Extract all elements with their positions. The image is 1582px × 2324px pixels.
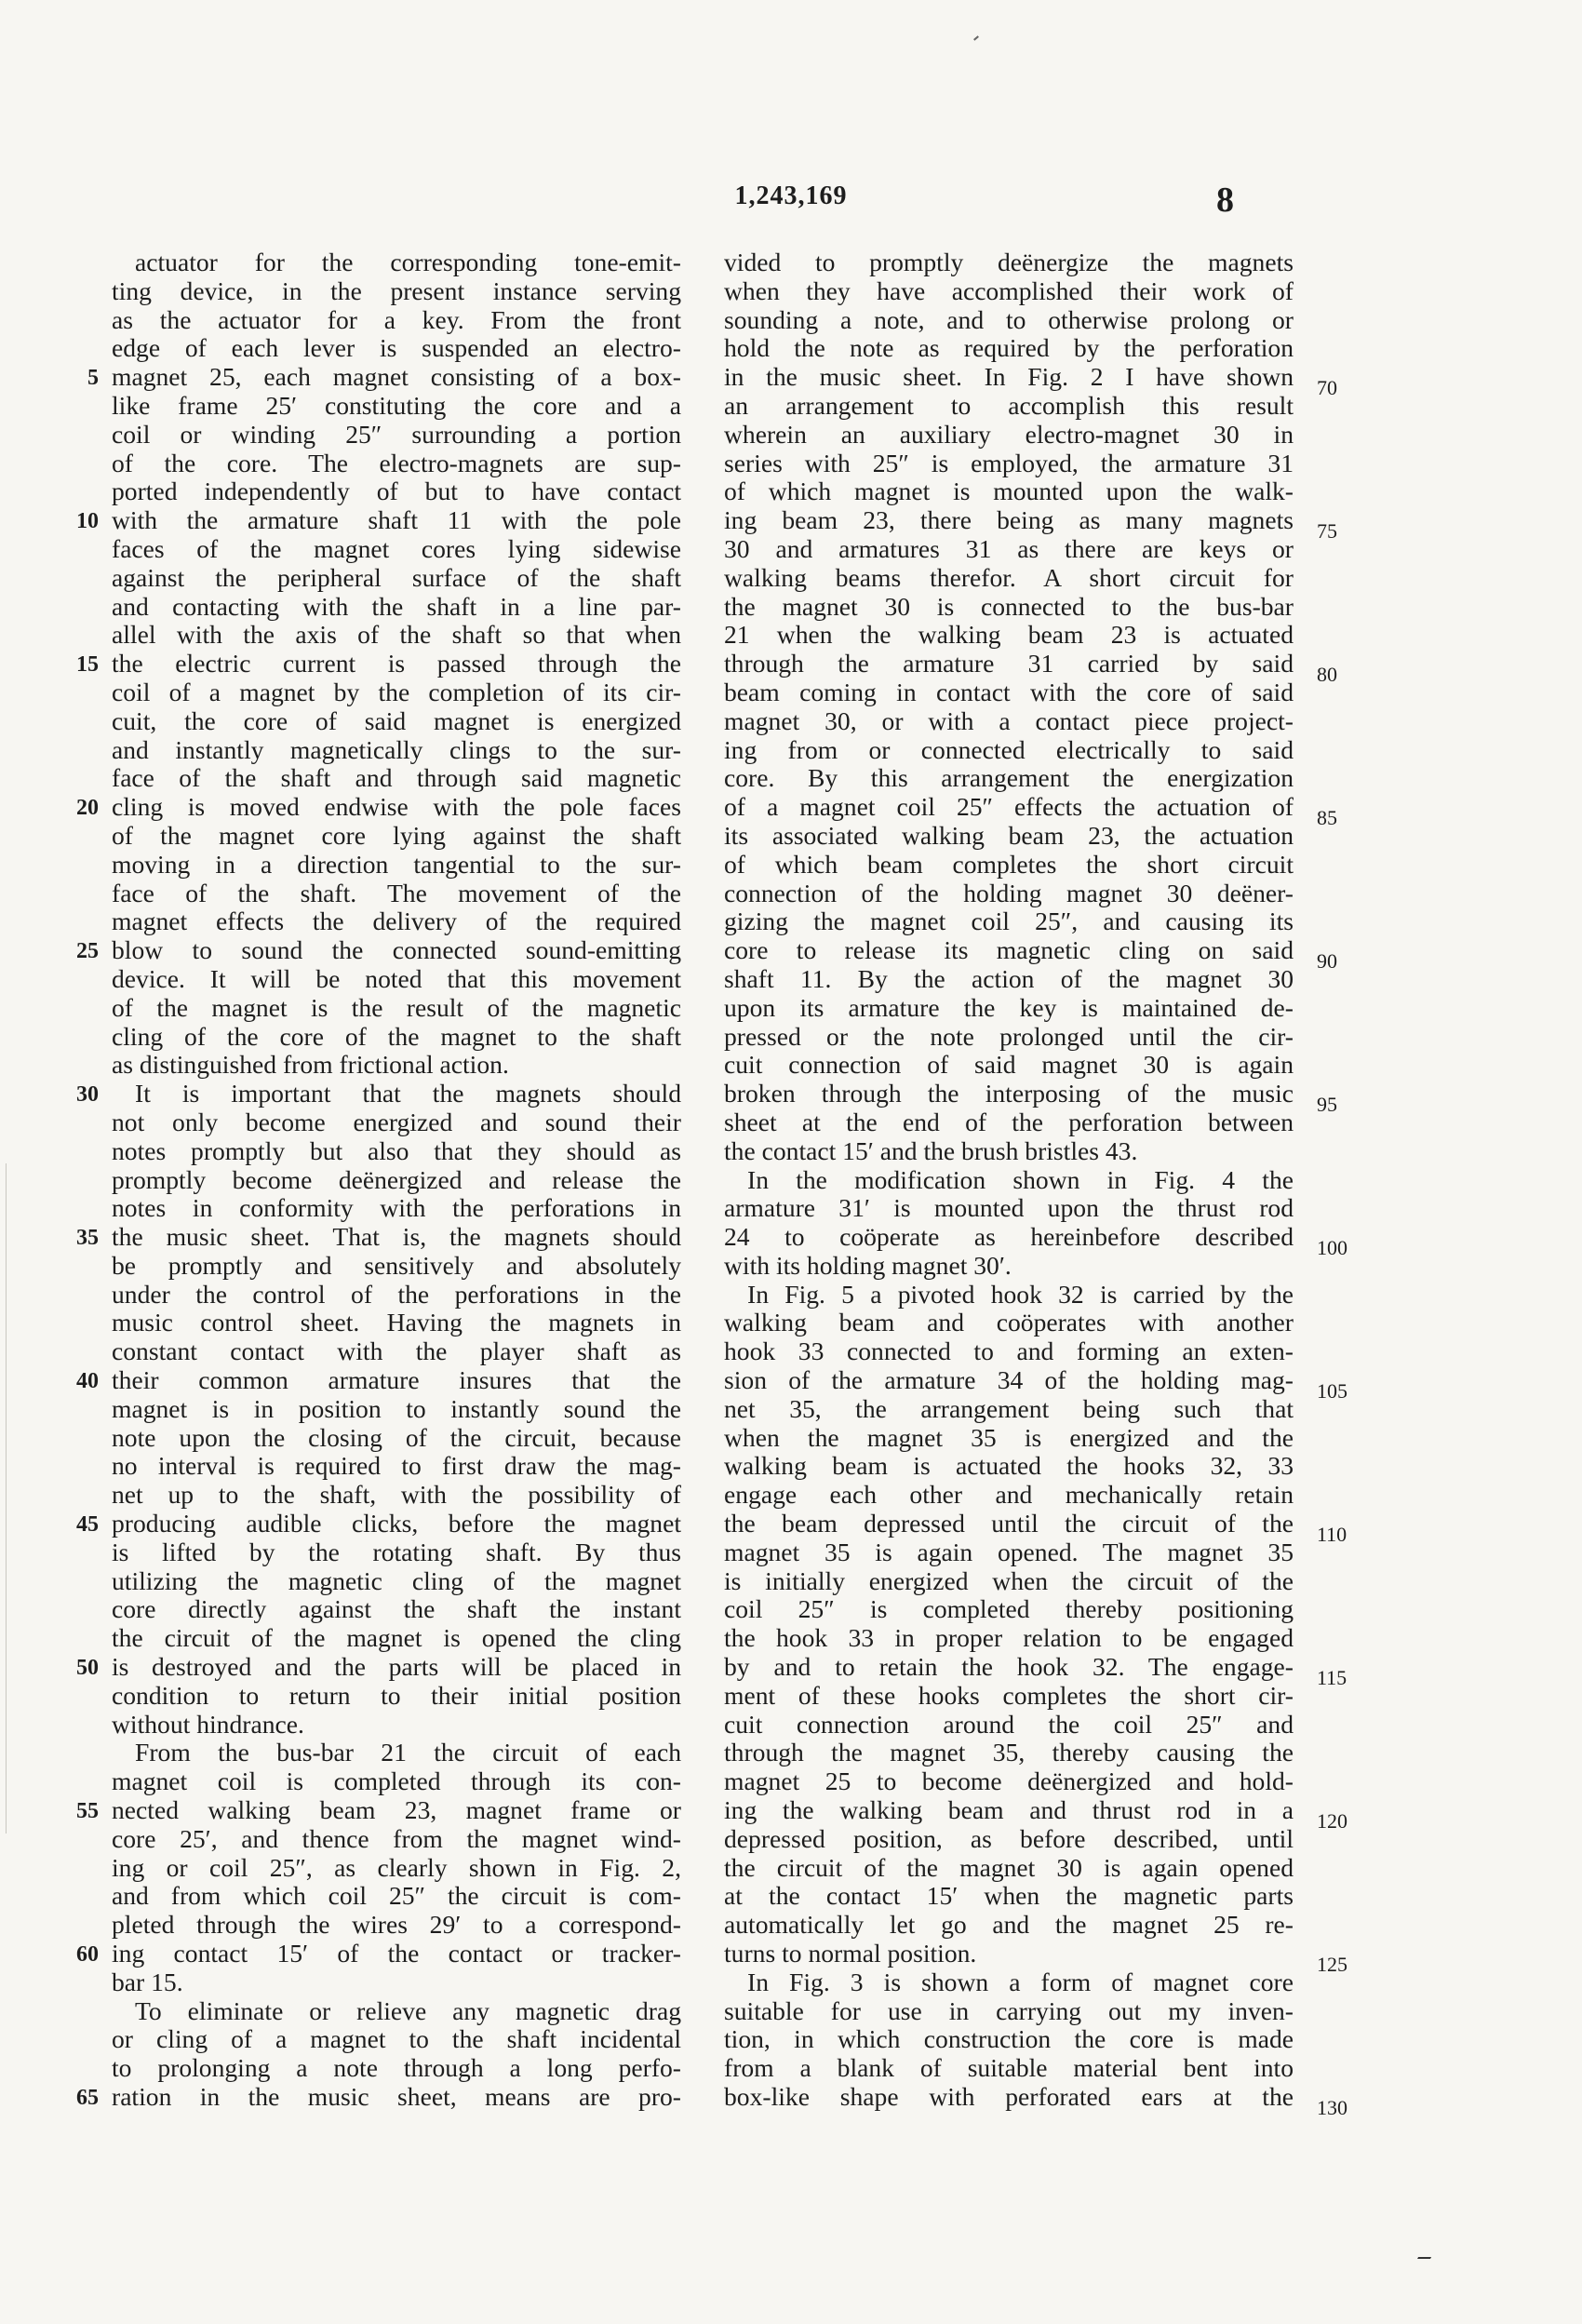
line-number: 65 bbox=[76, 2086, 99, 2110]
text-line-content: core. By this arrangement the energization bbox=[724, 763, 1294, 793]
text-line bbox=[112, 994, 681, 1023]
text-line bbox=[724, 1395, 1294, 1424]
text-line-content: magnet 25 to become deënergized and hold- bbox=[724, 1767, 1294, 1796]
text-line bbox=[724, 1652, 1347, 1690]
text-line-content: engage each other and mechanically retain bbox=[724, 1480, 1294, 1510]
text-line-content: and from which coil 25″ the circuit is com- bbox=[112, 1881, 681, 1911]
line-number: 85 bbox=[1317, 806, 1337, 830]
text-line-content: from a blank of suitable material bent into bbox=[724, 2053, 1294, 2083]
text-line-content: hook 33 connected to and forming an exten- bbox=[724, 1337, 1294, 1366]
text-line-content: coil of a magnet by the completion of its cir- bbox=[112, 677, 681, 706]
text-line-content: ing beam 23, there being as many magnets bbox=[724, 505, 1294, 535]
text-line-content: turns to normal position. bbox=[724, 1939, 977, 1968]
line-number: 120 bbox=[1317, 1809, 1347, 1834]
text-line bbox=[724, 764, 1294, 793]
text-line bbox=[112, 1567, 681, 1596]
text-line-content: the hook 33 in proper relation to be engaged bbox=[724, 1623, 1294, 1653]
text-line-content: with its holding magnet 30′. bbox=[724, 1250, 1012, 1280]
text-line bbox=[112, 1166, 681, 1195]
line-number: 90 bbox=[1317, 949, 1337, 974]
text-line bbox=[112, 764, 681, 793]
text-line-content: to prolonging a note through a long perfo- bbox=[112, 2053, 681, 2083]
text-line-content: through the magnet 35, thereby causing the bbox=[724, 1738, 1294, 1767]
text-line-content: and instantly magnetically clings to the sur- bbox=[112, 734, 681, 764]
text-line bbox=[112, 707, 681, 736]
text-line-content: music control sheet. Having the magnets in bbox=[112, 1308, 681, 1337]
text-line bbox=[724, 880, 1294, 908]
text-line-content: cling of the core of the magnet to the shaft bbox=[112, 1021, 681, 1051]
text-line bbox=[112, 334, 681, 363]
text-line-content: magnet coil is completed through its con- bbox=[112, 1767, 681, 1796]
text-line-content: ing the walking beam and thrust rod in a bbox=[724, 1795, 1294, 1825]
text-line bbox=[112, 907, 681, 936]
text-line-content: of the magnet is the result of the magnetic bbox=[112, 992, 681, 1022]
text-line bbox=[112, 593, 681, 622]
text-line-content: of which beam completes the short circuit bbox=[724, 849, 1294, 879]
text-line-content: magnet 25, each magnet consisting of a box- bbox=[112, 362, 681, 392]
text-line-content: automatically let go and the magnet 25 re- bbox=[724, 1910, 1294, 1940]
text-line-content: cuit connection around the coil 25″ and bbox=[724, 1709, 1294, 1739]
text-line-content: its associated walking beam 23, the actuation bbox=[724, 820, 1294, 850]
text-line-content: magnet effects the delivery of the required bbox=[112, 907, 681, 936]
text-line bbox=[112, 1108, 681, 1137]
text-line-content: and contacting with the shaft in a line par- bbox=[112, 591, 681, 621]
text-line-content: core to release its magnetic cling on said bbox=[724, 935, 1294, 965]
text-line-content: the magnet 30 is connected to the bus-bar bbox=[724, 591, 1294, 621]
text-line-content: In Fig. 5 a pivoted hook 32 is carried by the bbox=[747, 1279, 1294, 1309]
text-line bbox=[724, 1252, 1294, 1281]
text-line-content: edge of each lever is suspended an electro- bbox=[112, 333, 681, 363]
line-number: 10 bbox=[76, 509, 99, 534]
text-line bbox=[112, 1395, 681, 1424]
text-line-content: ration in the music sheet, means are pro- bbox=[112, 2082, 681, 2111]
text-line bbox=[112, 450, 681, 478]
text-line-content: bar 15. bbox=[112, 1967, 183, 1996]
text-line bbox=[724, 1825, 1294, 1854]
text-line bbox=[724, 1481, 1294, 1510]
text-line bbox=[724, 535, 1294, 564]
text-line bbox=[724, 249, 1294, 277]
text-line-content: walking beam is actuated the hooks 32, 33 bbox=[724, 1451, 1294, 1481]
text-line bbox=[724, 1194, 1294, 1223]
line-number: 115 bbox=[1317, 1666, 1347, 1690]
text-line bbox=[724, 277, 1294, 306]
text-line bbox=[76, 2082, 681, 2112]
text-line-content: ing or coil 25″, as clearly shown in Fig. 2, bbox=[112, 1852, 681, 1882]
text-line bbox=[724, 1365, 1347, 1404]
text-line bbox=[724, 1051, 1294, 1080]
text-line-content: like frame 25′ constituting the core and a bbox=[112, 390, 681, 420]
text-line-content: faces of the magnet cores lying sidewise bbox=[112, 533, 681, 563]
text-line-content: cuit connection of said magnet 30 is again bbox=[724, 1050, 1294, 1080]
text-line bbox=[76, 935, 681, 965]
text-line-content: the contact 15′ and the brush bristles 43. bbox=[724, 1135, 1138, 1165]
text-line bbox=[112, 1337, 681, 1366]
text-line-content: the circuit of the magnet is opened the cling bbox=[112, 1623, 681, 1653]
text-line-content: tion, in which construction the core is made bbox=[724, 2024, 1294, 2054]
text-line-content: utilizing the magnetic cling of the magnet bbox=[112, 1565, 681, 1595]
text-line bbox=[724, 1624, 1294, 1653]
text-line-content: net up to the shaft, with the possibility of bbox=[112, 1480, 681, 1510]
text-line bbox=[112, 736, 681, 765]
text-line bbox=[76, 1222, 681, 1252]
text-line-content: ment of these hooks completes the short cir- bbox=[724, 1680, 1294, 1710]
text-line-content: box-like shape with perforated ears at the bbox=[724, 2082, 1294, 2111]
text-line-content: of the core. The electro-magnets are sup- bbox=[112, 448, 681, 477]
text-line bbox=[76, 649, 681, 678]
text-line bbox=[76, 792, 681, 822]
text-line-content: sheet at the end of the perforation between bbox=[724, 1107, 1294, 1136]
text-line-content: gizing the magnet coil 25″, and causing its bbox=[724, 907, 1294, 936]
text-line-content: armature 31′ is mounted upon the thrust rod bbox=[724, 1193, 1294, 1223]
text-line bbox=[112, 1911, 681, 1940]
text-line-content: as distinguished from frictional action. bbox=[112, 1050, 509, 1080]
text-line bbox=[724, 1337, 1294, 1366]
text-line bbox=[112, 392, 681, 421]
text-line bbox=[112, 1252, 681, 1281]
text-line bbox=[112, 1194, 681, 1223]
margin-scan-line bbox=[6, 1163, 7, 1834]
text-line-content: pleted through the wires 29′ to a correspond- bbox=[112, 1910, 681, 1940]
text-line-content: It is important that the magnets should bbox=[135, 1079, 681, 1108]
text-line bbox=[724, 1222, 1347, 1260]
line-number: 35 bbox=[76, 1226, 99, 1251]
text-line-content: allel with the axis of the shaft so that when bbox=[112, 620, 681, 650]
line-number: 95 bbox=[1317, 1093, 1337, 1117]
line-number: 130 bbox=[1317, 2096, 1347, 2119]
text-line-content: against the peripheral surface of the shaft bbox=[112, 562, 681, 592]
text-line-content: ting device, in the present instance serving bbox=[112, 275, 681, 305]
text-line-content: suitable for use in carrying out my inven- bbox=[724, 1995, 1294, 2025]
text-line-content: is destroyed and the parts will be placed in bbox=[112, 1652, 681, 1682]
text-line bbox=[112, 564, 681, 593]
text-line bbox=[724, 1997, 1294, 2026]
text-line bbox=[112, 277, 681, 306]
text-line-content: shaft 11. By the action of the magnet 30 bbox=[724, 963, 1294, 993]
text-line-content: magnet 30, or with a contact piece project- bbox=[724, 705, 1294, 735]
text-line bbox=[724, 907, 1294, 936]
text-line-content: depressed position, as before described, until bbox=[724, 1823, 1294, 1853]
text-line bbox=[724, 994, 1294, 1023]
text-line bbox=[112, 535, 681, 564]
text-line bbox=[724, 1711, 1294, 1740]
text-line bbox=[724, 1795, 1347, 1834]
text-line bbox=[724, 1166, 1294, 1195]
text-line-content: core directly against the shaft the instant bbox=[112, 1594, 681, 1624]
line-number: 45 bbox=[76, 1512, 99, 1538]
corner-scan-mark bbox=[1417, 2252, 1434, 2259]
text-line-content: be promptly and sensitively and absolutely bbox=[112, 1250, 681, 1280]
text-line bbox=[112, 1854, 681, 1883]
text-line bbox=[724, 2025, 1294, 2054]
text-line-content: In the modification shown in Fig. 4 the bbox=[747, 1164, 1294, 1194]
text-line-content: walking beam and coöperates with another bbox=[724, 1308, 1294, 1337]
line-number: 80 bbox=[1317, 663, 1337, 687]
text-line bbox=[112, 1997, 681, 2026]
text-line bbox=[724, 1682, 1294, 1711]
text-line-content: promptly become deënergized and release the bbox=[112, 1164, 681, 1194]
text-line bbox=[112, 1424, 681, 1453]
text-line bbox=[724, 306, 1294, 335]
line-number: 100 bbox=[1317, 1236, 1347, 1260]
text-line-content: when the magnet 35 is energized and the bbox=[724, 1422, 1294, 1452]
text-line bbox=[724, 707, 1294, 736]
text-line bbox=[76, 1939, 681, 1968]
text-line-content: blow to sound the connected sound-emitting bbox=[112, 935, 681, 965]
text-line bbox=[724, 1595, 1294, 1624]
text-line-content: is initially energized when the circuit of the bbox=[724, 1565, 1294, 1595]
text-line-content: beam coming in contact with the core of said bbox=[724, 677, 1294, 706]
text-line bbox=[112, 1481, 681, 1510]
text-line bbox=[112, 621, 681, 650]
text-line bbox=[724, 1968, 1294, 1997]
text-line-content: actuator for the corresponding tone-emit- bbox=[135, 248, 681, 276]
text-line bbox=[724, 505, 1337, 544]
text-line bbox=[724, 1767, 1294, 1796]
text-line bbox=[76, 1365, 681, 1395]
text-line-content: face of the shaft and through said magnetic bbox=[112, 763, 681, 793]
text-line-content: notes in conformity with the perforations in bbox=[112, 1193, 681, 1223]
line-number: 105 bbox=[1317, 1379, 1347, 1404]
text-line bbox=[76, 1509, 681, 1538]
text-line-content: not only become energized and sound their bbox=[112, 1107, 681, 1136]
text-line-content: series with 25″ is employed, the armature 31 bbox=[724, 448, 1294, 477]
text-line-content: 24 to coöperate as hereinbefore described bbox=[724, 1222, 1294, 1252]
text-line bbox=[724, 334, 1294, 363]
text-line-content: by and to retain the hook 32. The engage- bbox=[724, 1652, 1294, 1682]
text-line bbox=[724, 678, 1294, 707]
text-line bbox=[724, 792, 1337, 830]
right-text-column bbox=[724, 248, 1347, 2119]
text-line bbox=[112, 1051, 681, 1080]
text-line bbox=[112, 851, 681, 880]
line-number: 15 bbox=[76, 652, 99, 678]
text-line bbox=[724, 2054, 1294, 2083]
text-line bbox=[724, 1538, 1294, 1567]
text-line-content: producing audible clicks, before the magnet bbox=[112, 1509, 681, 1538]
patent-number: 1,243,169 bbox=[734, 181, 848, 210]
text-line-content: an arrangement to accomplish this result bbox=[724, 390, 1294, 420]
line-number: 20 bbox=[76, 796, 99, 821]
line-number: 60 bbox=[76, 1942, 99, 1968]
text-line bbox=[724, 851, 1294, 880]
text-line bbox=[112, 249, 681, 277]
text-line-content: coil 25″ is completed thereby positioning bbox=[724, 1594, 1294, 1624]
text-line bbox=[112, 1538, 681, 1567]
text-line bbox=[112, 1682, 681, 1711]
text-line-content: is lifted by the rotating shaft. By thus bbox=[112, 1537, 681, 1566]
text-line bbox=[724, 1424, 1294, 1453]
text-line bbox=[112, 1882, 681, 1911]
text-line-content: upon its armature the key is maintained de- bbox=[724, 992, 1294, 1022]
scan-mark bbox=[973, 35, 979, 40]
text-line-content: face of the shaft. The movement of the bbox=[112, 878, 681, 907]
text-line bbox=[112, 2025, 681, 2054]
text-line-content: of the magnet core lying against the shaft bbox=[112, 820, 681, 850]
text-line bbox=[724, 421, 1294, 450]
text-line bbox=[724, 392, 1294, 421]
text-line bbox=[76, 1079, 681, 1108]
text-line-content: moving in a direction tangential to the sur- bbox=[112, 849, 681, 879]
text-line bbox=[112, 1023, 681, 1052]
text-line bbox=[724, 477, 1294, 506]
text-line-content: as the actuator for a key. From the front bbox=[112, 304, 681, 334]
text-line-content: condition to return to their initial position bbox=[112, 1680, 681, 1710]
text-line-content: constant contact with the player shaft as bbox=[112, 1337, 681, 1366]
text-line bbox=[724, 1854, 1294, 1883]
text-line-content: connection of the holding magnet 30 deëner- bbox=[724, 878, 1294, 907]
text-line bbox=[112, 1309, 681, 1337]
line-number: 70 bbox=[1317, 376, 1337, 400]
text-line-content: their common armature insures that the bbox=[112, 1365, 681, 1395]
text-line bbox=[112, 1624, 681, 1653]
text-line bbox=[112, 678, 681, 707]
text-line bbox=[112, 477, 681, 506]
text-line-content: without hindrance. bbox=[112, 1709, 304, 1739]
text-line-content: the circuit of the magnet 30 is again opened bbox=[724, 1852, 1294, 1882]
text-line bbox=[724, 1281, 1294, 1310]
text-line-content: hold the note as required by the perforation bbox=[724, 333, 1294, 363]
text-line-content: with the armature shaft 11 with the pole bbox=[112, 505, 681, 535]
text-line-content: at the contact 15′ when the magnetic parts bbox=[724, 1881, 1294, 1911]
text-line bbox=[112, 1767, 681, 1796]
text-line-content: coil or winding 25″ surrounding a portion bbox=[112, 419, 681, 449]
text-line-content: note upon the closing of the circuit, because bbox=[112, 1422, 681, 1452]
text-line-content: magnet 35 is again opened. The magnet 35 bbox=[724, 1537, 1294, 1566]
text-line-content: or cling of a magnet to the shaft incidental bbox=[112, 2024, 681, 2054]
text-line bbox=[724, 965, 1294, 994]
text-line bbox=[724, 362, 1337, 400]
left-text-column bbox=[76, 248, 681, 2112]
text-line bbox=[112, 822, 681, 851]
text-line bbox=[724, 1509, 1347, 1547]
text-line-content: ing from or connected electrically to said bbox=[724, 734, 1294, 764]
line-number: 30 bbox=[76, 1082, 99, 1108]
line-number: 125 bbox=[1317, 1953, 1347, 1977]
text-line-content: broken through the interposing of the music bbox=[724, 1079, 1294, 1108]
text-line bbox=[724, 1939, 1347, 1977]
text-line bbox=[112, 1968, 681, 1997]
text-line bbox=[724, 649, 1337, 687]
line-number: 110 bbox=[1317, 1523, 1347, 1547]
text-line-content: sion of the armature 34 of the holding mag- bbox=[724, 1365, 1294, 1395]
line-number: 40 bbox=[76, 1369, 99, 1394]
text-line-content: pressed or the note prolonged until the cir- bbox=[724, 1021, 1294, 1051]
text-line bbox=[112, 306, 681, 335]
text-line bbox=[724, 564, 1294, 593]
text-line bbox=[724, 1023, 1294, 1052]
text-line-content: core 25′, and thence from the magnet wind- bbox=[112, 1823, 681, 1853]
text-line-content: under the control of the perforations in the bbox=[112, 1279, 681, 1309]
text-line bbox=[87, 362, 681, 392]
text-line-content: notes promptly but also that they should as bbox=[112, 1135, 681, 1165]
text-line-content: the beam depressed until the circuit of the bbox=[724, 1509, 1294, 1538]
text-line-content: ported independently of but to have contact bbox=[112, 477, 681, 506]
text-line-content: walking beams therefor. A short circuit for bbox=[724, 562, 1294, 592]
text-line bbox=[724, 935, 1337, 974]
text-line bbox=[724, 736, 1294, 765]
sheet-number: 8 bbox=[1216, 181, 1234, 220]
text-line bbox=[724, 1911, 1294, 1940]
text-line bbox=[724, 1137, 1294, 1166]
text-line-content: sounding a note, and to otherwise prolong or bbox=[724, 304, 1294, 334]
text-line bbox=[724, 1882, 1294, 1911]
text-line bbox=[724, 1739, 1294, 1767]
text-line-content: nected walking beam 23, magnet frame or bbox=[112, 1795, 681, 1825]
text-line-content: 21 when the walking beam 23 is actuated bbox=[724, 620, 1294, 650]
text-line bbox=[724, 1079, 1337, 1117]
text-line bbox=[112, 2054, 681, 2083]
text-line bbox=[112, 421, 681, 450]
text-line-content: the music sheet. That is, the magnets should bbox=[112, 1222, 681, 1252]
text-line-content: vided to promptly deënergize the magnets bbox=[724, 248, 1294, 276]
line-number: 55 bbox=[76, 1799, 99, 1824]
line-number: 25 bbox=[76, 939, 99, 964]
text-line bbox=[112, 1711, 681, 1740]
text-line-content: To eliminate or relieve any magnetic drag bbox=[135, 1995, 681, 2025]
text-line bbox=[112, 1739, 681, 1767]
text-line bbox=[724, 2082, 1347, 2119]
text-line-content: 30 and armatures 31 as there are keys or bbox=[724, 533, 1294, 563]
text-line-content: wherein an auxiliary electro-magnet 30 in bbox=[724, 419, 1294, 449]
text-line bbox=[112, 1452, 681, 1481]
line-number: 5 bbox=[87, 366, 99, 391]
text-line bbox=[112, 880, 681, 908]
text-line-content: no interval is required to first draw the mag- bbox=[112, 1451, 681, 1481]
text-line bbox=[724, 822, 1294, 851]
text-line-content: of which magnet is mounted upon the walk- bbox=[724, 477, 1294, 506]
text-line-content: net 35, the arrangement being such that bbox=[724, 1393, 1294, 1423]
text-line bbox=[76, 505, 681, 535]
text-line bbox=[724, 450, 1294, 478]
text-line bbox=[112, 965, 681, 994]
text-line bbox=[112, 1825, 681, 1854]
text-line-content: when they have accomplished their work of bbox=[724, 275, 1294, 305]
line-number: 50 bbox=[76, 1656, 99, 1681]
text-line-content: From the bus-bar 21 the circuit of each bbox=[135, 1738, 681, 1767]
text-line bbox=[724, 1108, 1294, 1137]
text-line bbox=[724, 1452, 1294, 1481]
text-line bbox=[112, 1595, 681, 1624]
text-line-content: cling is moved endwise with the pole faces bbox=[112, 792, 681, 822]
text-line-content: in the music sheet. In Fig. 2 I have shown bbox=[724, 362, 1294, 392]
text-line-content: device. It will be noted that this movement bbox=[112, 963, 681, 993]
text-line-content: cuit, the core of said magnet is energized bbox=[112, 705, 681, 735]
text-line-content: ing contact 15′ of the contact or tracker- bbox=[112, 1939, 681, 1968]
text-line bbox=[724, 1309, 1294, 1337]
text-line-content: In Fig. 3 is shown a form of magnet core bbox=[747, 1967, 1294, 1996]
text-line-content: the electric current is passed through the bbox=[112, 649, 681, 678]
text-line bbox=[112, 1281, 681, 1310]
text-line bbox=[724, 593, 1294, 622]
text-line-content: magnet is in position to instantly sound the bbox=[112, 1393, 681, 1423]
text-line bbox=[724, 1567, 1294, 1596]
text-line-content: through the armature 31 carried by said bbox=[724, 649, 1294, 678]
line-number: 75 bbox=[1317, 519, 1337, 544]
text-line bbox=[76, 1795, 681, 1825]
text-line bbox=[76, 1652, 681, 1682]
text-line bbox=[112, 1137, 681, 1166]
text-line bbox=[724, 621, 1294, 650]
text-line-content: of a magnet coil 25″ effects the actuation of bbox=[724, 792, 1294, 822]
